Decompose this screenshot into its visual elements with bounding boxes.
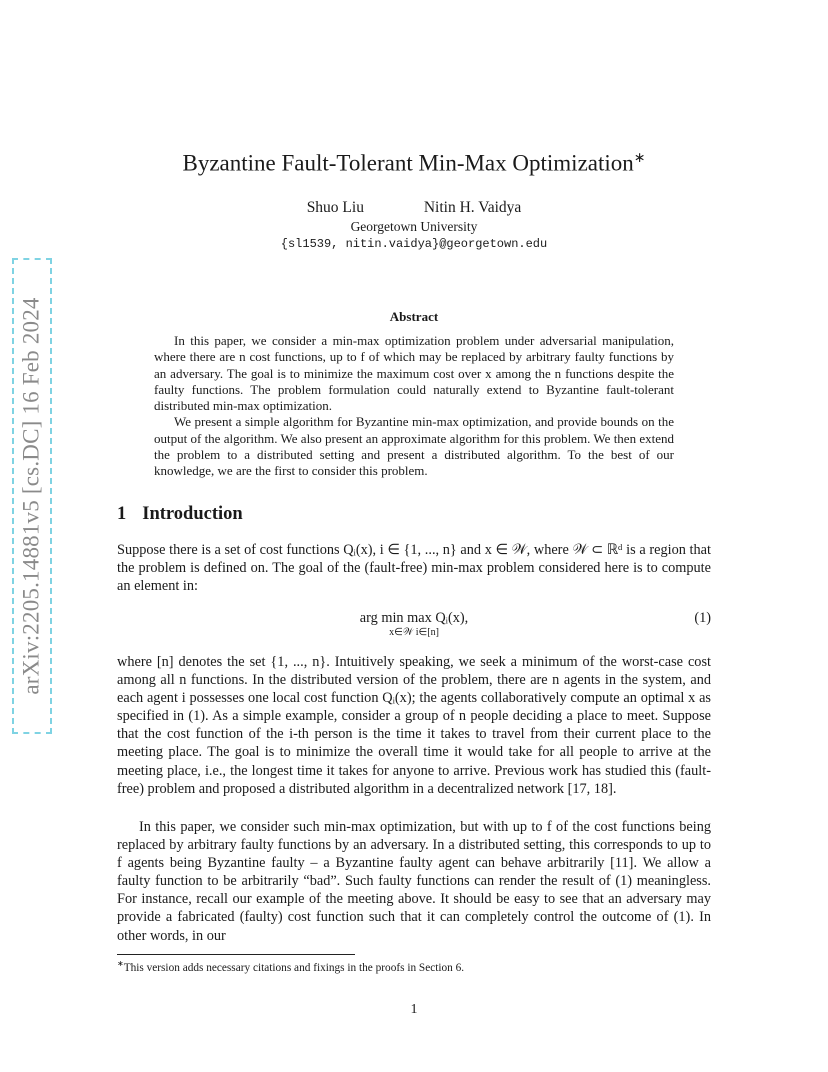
paragraph-text: where [n] denotes the set {1, ..., n}. Intuitively speaking, we seek a minimum of the worst-case cost among all n functions. In the distributed version of the problem, there are n agents in the system, and each agent i possesses one local cost function Qᵢ(x); the agents collaboratively compute an optimal x as specified in (1). As a simple example, consider a group of n people deciding a place to meet. Suppose that the cost function of the i-th person is the time it takes to travel from their current place to the meeting place. The goal is to minimize the overall time it would take for all people to arrive at the meeting place, i.e., the longest time it takes for anyone to arrive. Previous work has studied this (fault-free) problem and proposed a distributed algorithm in a decentralized network [17, 18]. <box>117 654 711 797</box>
arxiv-stamp[interactable] <box>12 258 52 734</box>
section-title: Introduction <box>142 504 243 524</box>
title-footnote-mark[interactable]: ∗ <box>633 151 646 166</box>
paper-title <box>0 150 828 177</box>
abstract-paragraph: We present a simple algorithm for Byzantine min-max optimization, and provide bounds on the output of the algorithm. We also present an approximate algorithm for this problem. We then extend the problem to a distributed setting and present a distributed algorithm. To the best of our knowledge, we are the first to consider this problem. <box>154 414 674 479</box>
footnote-text: This version adds necessary citations and fixings in the proofs in Section 6. <box>123 961 465 974</box>
abstract-paragraph: In this paper, we consider a min-max optimization problem under adversarial manipulation, where there are n cost functions, up to f of which may be replaced by arbitrary faulty functions by an adversary. The goal is to minimize the maximum cost over x among the n functions despite the faulty functions. The problem formulation could naturally extend to Byzantine fault-tolerant distributed min-max optimization. <box>154 333 674 414</box>
author-list <box>0 199 828 217</box>
abstract-heading: Abstract <box>389 309 439 324</box>
equation-1 <box>117 610 711 640</box>
equation-number: (1) <box>694 610 711 626</box>
equation-subscripts: x∈𝒲 i∈[n] <box>389 627 439 638</box>
body-paragraph <box>117 818 711 945</box>
body-paragraph <box>117 541 711 595</box>
footnote-mark: ∗ <box>117 959 124 968</box>
arxiv-stamp-text: arXiv:2205.14881v5 [cs.DC] 16 Feb 2024 <box>19 297 45 695</box>
affiliation: Georgetown University <box>350 219 478 234</box>
author-email: {sl1539, nitin.vaidya}@georgetown.edu <box>280 237 548 251</box>
abstract <box>154 333 674 480</box>
section-number: 1 <box>117 504 127 524</box>
footnote <box>117 959 464 974</box>
section-heading <box>117 504 243 525</box>
author-name: Nitin H. Vaidya <box>423 199 522 216</box>
page-number: 1 <box>410 1002 418 1017</box>
footnote-rule <box>117 954 355 955</box>
paragraph-text: Suppose there is a set of cost functions Qᵢ(x), i ∈ {1, ..., n} and x ∈ 𝒲, where 𝒲 ⊂ ℝᵈ is a region that the problem is defined on. The goal of the (fault-free) min-max problem considered here is to compute an element in: <box>117 542 711 595</box>
title-text: Byzantine Fault-Tolerant Min-Max Optimization <box>182 150 634 176</box>
body-paragraph <box>117 653 711 798</box>
equation-body: arg min max Qᵢ(x), <box>359 610 469 626</box>
paragraph-text: In this paper, we consider such min-max optimization, but with up to f of the cost functions being replaced by arbitrary faulty functions by an adversary. In a distributed setting, this corresponds to up to f agents being Byzantine faulty – a Byzantine faulty agent can behave arbitrarily [11]. We allow a faulty function to be arbitrarily “bad”. Such faulty functions can render the result of (1) meaningless. For instance, recall our example of the meeting above. It should be easy to see that an adversary may provide a fabricated (faulty) cost function such that it can completely control the outcome of (1). In other words, in our <box>117 819 711 944</box>
author-name: Shuo Liu <box>306 199 364 216</box>
